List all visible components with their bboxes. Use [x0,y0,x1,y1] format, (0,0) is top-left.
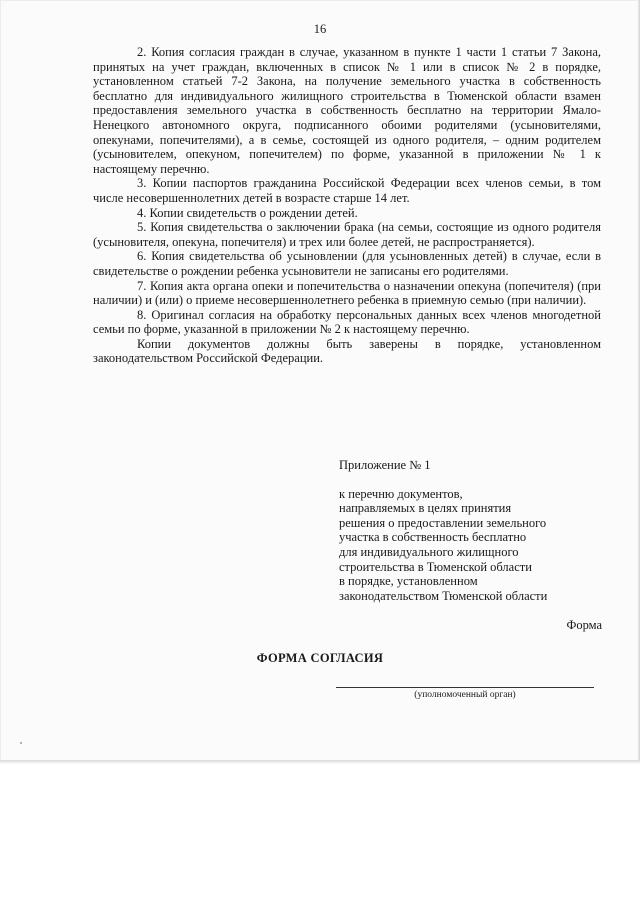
paragraph-certification-note: Копии документов должны быть заверены в порядке, установленном законодательством Российской Федерации. [93,336,601,366]
page-number: 16 [313,22,327,36]
authority-caption: (уполномоченный орган) [414,690,516,700]
appendix-line: в порядке, установленном [339,574,478,589]
appendix-line: строительства в Тюменской области [339,559,532,574]
paragraph-item-6: 6. Копия свидетельства об усыновлении (для усыновленных детей) в случае, если в свидетельстве о рождении ребенка усыновители не записаны его родителями. [93,249,601,278]
scan-artifact-dot [20,742,22,744]
paragraph-item-8: 8. Оригинал согласия на обработку персональных данных всех членов многодетной семьи по форме, указанной в приложении № 2 к настоящему перечню. [93,307,601,337]
page-bottom-shadow [0,760,640,764]
appendix-description [339,487,609,604]
appendix-line: участка в собственность бесплатно [339,530,527,545]
appendix-line: для индивидуального жилищного [339,544,519,559]
document-body [93,45,601,366]
form-label: Форма [566,618,602,632]
paragraph-item-2: 2. Копия согласия граждан в случае, указанном в пункте 1 части 1 статьи 7 Закона, принятых на учет граждан, включенных в список № 1 или в список № 2 в порядке, установленном статьей 7-2 Закона, на получение земельного участка в собственность бесплатно для индивидуального жилищного строительства в Тюменской области взамен предоставления земельного участка в собственность бесплатно на территории Ямало-Ненецкого автономного округа, подписанного обоими родителями (усыновителями, опекунами, попечителями), а в семье, состоящей из одного родителя, – одним родителем (усыновителем, опекуном, попечителем) по форме, указанной в приложении № 1 к настоящему перечню. [93,45,601,176]
appendix-line: законодательством Тюменской области [339,588,548,603]
appendix-block [339,458,609,603]
appendix-line: к перечню документов, [339,486,463,501]
appendix-line: решения о предоставлении земельного [339,515,547,530]
paragraph-item-7: 7. Копия акта органа опеки и попечительства о назначении опекуна (попечителя) (при наличии) и (или) о приеме несовершеннолетнего ребенка в приемную семью (при наличии). [93,278,601,308]
paragraph-item-5: 5. Копия свидетельства о заключении брака (на семьи, состоящие из одного родителя (усыновителя, опекуна, попечителя) и трех или более детей, не распространяется). [93,220,601,249]
appendix-title: Приложение № 1 [339,458,431,472]
authority-signature-line [336,687,594,688]
paragraph-item-4: 4. Копии свидетельств о рождении детей. [137,205,358,220]
appendix-line: направляемых в целях принятия [339,501,512,516]
form-heading: ФОРМА СОГЛАСИЯ [256,651,384,665]
paragraph-item-3: 3. Копии паспортов гражданина Российской Федерации всех членов семьи, в том числе несовершеннолетних детей в возрасте старше 14 лет. [93,176,601,205]
